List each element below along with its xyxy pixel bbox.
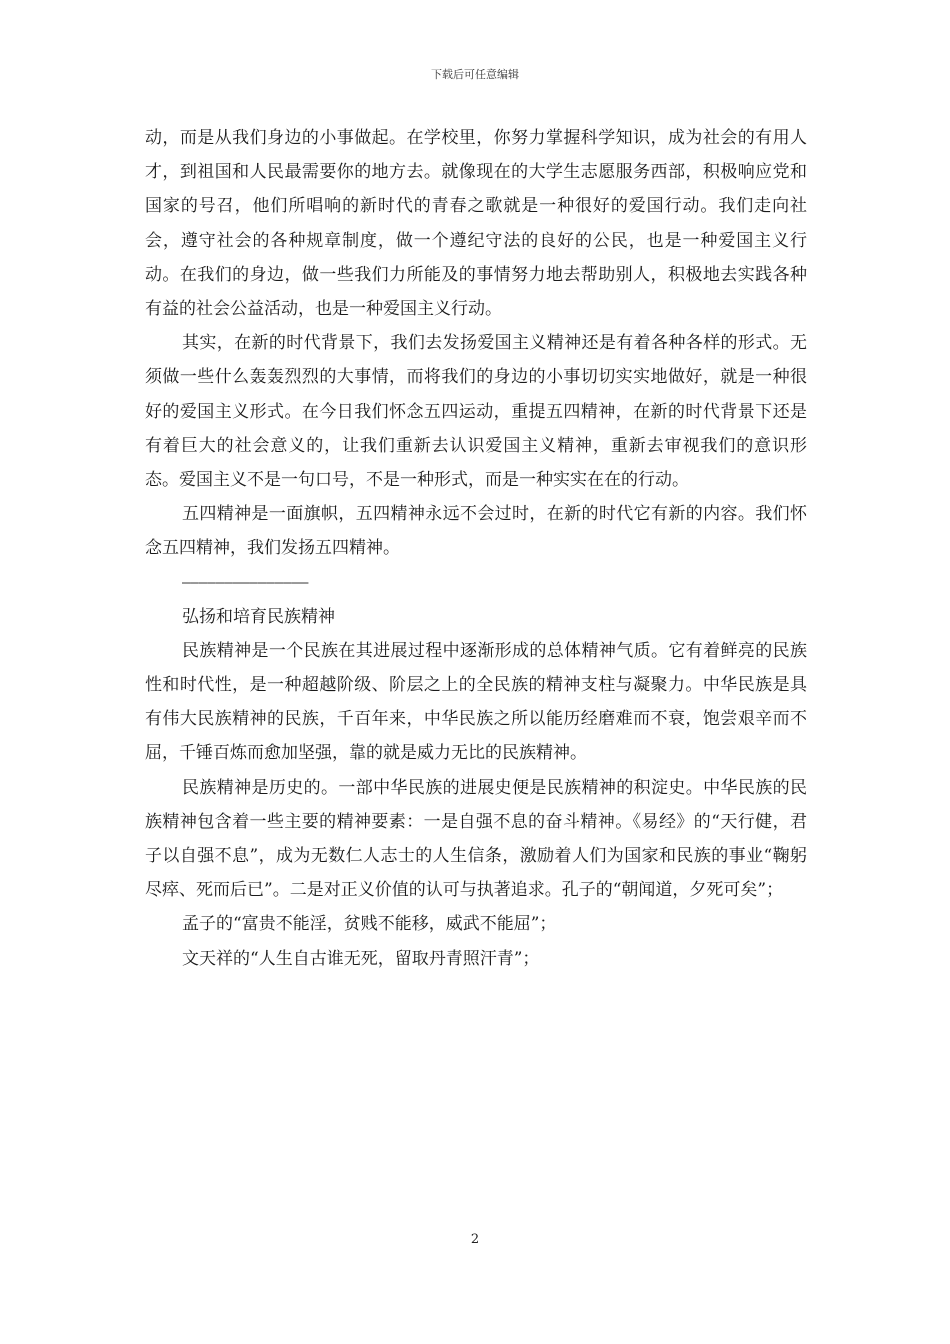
body-paragraph: 其实，在新的时代背景下，我们去发扬爱国主义精神还是有着各种各样的形式。无须做一些什么轰轰烈烈的大事情，而将我们的身边的小事切切实实地做好，就是一种很好的爱国主义形式。在今日我们怀念五四运动，重提五四精神，在新的时代背景下还是有着巨大的社会意义的，让我们重新去认识爱国主义精神，重新去审视我们的意识形态。爱国主义不是一句口号，不是一种形式，而是一种实实在在的行动。 (145, 333, 807, 491)
body-paragraph: 动，而是从我们身边的小事做起。在学校里，你努力掌握科学知识，成为社会的有用人才，到祖国和人民最需要你的地方去。就像现在的大学生志愿服务西部，积极响应党和国家的号召，他们所唱响的新时代的青春之歌就是一种很好的爱国行动。我们走向社会，遵守社会的各种规章制度，做一个遵纪守法的良好的公民，也是一种爱国主义行动。在我们的身边，做一些我们力所能及的事情努力地去帮助别人，积极地去实践各种有益的社会公益活动，也是一种爱国主义行动。 (145, 128, 807, 320)
body-paragraph: 五四精神是一面旗帜，五四精神永远不会过时，在新的时代它有新的内容。我们怀念五四精神，我们发扬五四精神。 (145, 504, 807, 559)
section-title: 弘扬和培育民族精神 (182, 606, 335, 627)
body-paragraph: 文天祥的“人生自古谁无死，留取丹青照汗青”； (182, 948, 540, 969)
body-paragraph: 民族精神是一个民族在其进展过程中逐渐形成的总体精神气质。它有着鲜亮的民族性和时代性，是一种超越阶级、阶层之上的全民族的精神支柱与凝聚力。中华民族是具有伟大民族精神的民族，千百年来，中华民族之所以能历经磨难而不衰，饱尝艰辛而不屈，千锤百炼而愈加坚强，靠的就是威力无比的民族精神。 (145, 640, 807, 764)
body-paragraph: 民族精神是历史的。一部中华民族的进展史便是民族精神的积淀史。中华民族的民族精神包含着一些主要的精神要素：一是自强不息的奋斗精神。《易经》的“天行健，君子以自强不息”，成为无数仁人志士的人生信条，激励着人们为国家和民族的事业“鞠躬尽瘁、死而后已”。二是对正义价值的认可与执著追求。孔子的“朝闻道，夕死可矣”； (145, 777, 807, 901)
document-body (145, 121, 807, 976)
page-header-note: 下载后可任意编辑 (431, 68, 519, 81)
section-divider: ——————————————— (182, 574, 309, 591)
page-number: 2 (470, 1232, 480, 1247)
body-paragraph: 孟子的“富贵不能淫，贫贱不能移，威武不能屈”； (182, 914, 557, 935)
